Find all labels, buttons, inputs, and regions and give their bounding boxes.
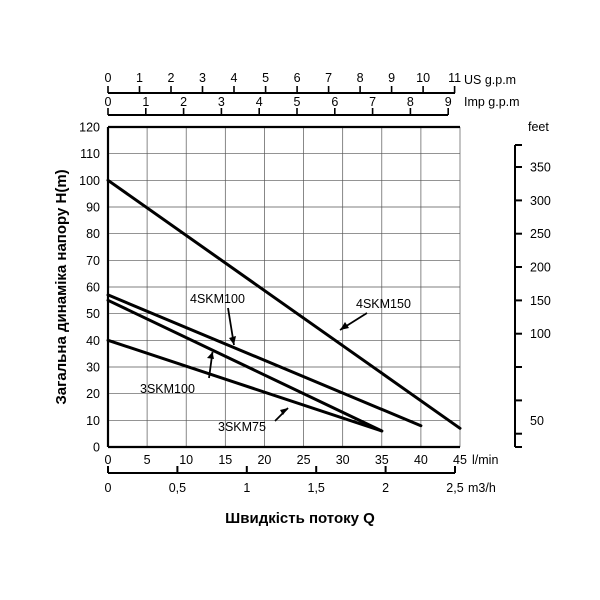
tick-label: 35 — [374, 453, 389, 467]
tick-label: 5 — [262, 71, 270, 85]
tick-label: 1 — [142, 95, 150, 109]
tick-label: 2 — [167, 71, 175, 85]
tick-label: 10 — [416, 71, 431, 85]
tick-label: 200 — [530, 260, 551, 275]
axis-unit-us-gpm: US g.p.m — [464, 73, 517, 87]
axis-unit-m3h: m3/h — [468, 481, 496, 495]
tick-label: 300 — [530, 194, 551, 208]
tick-label: 100 — [79, 173, 100, 188]
tick-label: 0 — [93, 440, 100, 455]
series-label-3skm75: 3SKM75 — [218, 420, 266, 434]
tick-label: 50 — [86, 307, 100, 322]
tick-label: 2 — [382, 481, 390, 495]
tick-label: 250 — [530, 227, 551, 242]
tick-label: 4 — [255, 95, 263, 109]
tick-label: 350 — [530, 160, 551, 175]
series-label-3skm100: 3SKM100 — [140, 382, 195, 396]
tick-label: 11 — [448, 71, 462, 85]
top-axis-ticks — [108, 86, 455, 115]
tick-label: 8 — [356, 71, 364, 85]
tick-label: 120 — [79, 120, 100, 135]
tick-label: 45 — [453, 453, 467, 467]
tick-label: 6 — [331, 95, 339, 109]
top-axis-rails — [108, 93, 455, 115]
tick-label: 0,5 — [168, 481, 187, 495]
tick-label: 30 — [335, 453, 350, 467]
tick-label: 100 — [530, 327, 551, 342]
series-line-3skm100 — [108, 300, 382, 431]
tick-label: 50 — [530, 413, 544, 428]
y-axis-title: Загальна динаміка напору H(m) — [53, 169, 70, 405]
tick-label: 0 — [104, 95, 112, 109]
left-tick-labels — [79, 121, 100, 455]
tick-label: 0 — [104, 453, 112, 467]
series-label-4skm150: 4SKM150 — [356, 297, 411, 311]
top-primary-tick-labels — [105, 71, 517, 87]
right-axis-rail — [515, 145, 522, 447]
tick-label: 5 — [143, 453, 151, 467]
tick-label: 40 — [86, 333, 100, 348]
tick-label: 6 — [293, 71, 301, 85]
right-tick-labels — [528, 120, 551, 428]
tick-label: 3 — [199, 71, 206, 85]
tick-label: 8 — [406, 95, 414, 109]
tick-label: 2,5 — [446, 481, 464, 495]
tick-label: 60 — [86, 280, 100, 295]
tick-label: 20 — [86, 387, 100, 402]
tick-label: 2 — [180, 95, 188, 109]
tick-label: 90 — [86, 200, 100, 215]
tick-label: 10 — [86, 413, 100, 428]
tick-label: 1 — [243, 481, 251, 495]
tick-label: 80 — [86, 227, 100, 242]
tick-label: 40 — [413, 453, 428, 467]
tick-label: 9 — [388, 71, 396, 85]
tick-label: 7 — [369, 95, 377, 109]
tick-label: 3 — [217, 95, 225, 109]
axis-unit-lmin: l/min — [472, 453, 499, 467]
bottom-secondary-tick-labels — [105, 481, 496, 495]
tick-label: 25 — [296, 453, 311, 467]
bottom-primary-tick-labels — [105, 453, 499, 467]
tick-label: 20 — [257, 453, 272, 467]
tick-label: 0 — [104, 71, 112, 85]
tick-label: 10 — [179, 453, 194, 467]
tick-label: 110 — [80, 147, 100, 162]
tick-label: 7 — [325, 71, 333, 85]
tick-label: 1,5 — [307, 481, 325, 495]
tick-label: 0 — [104, 481, 112, 495]
tick-label: 70 — [86, 253, 100, 268]
series-label-4skm100: 4SKM100 — [190, 292, 245, 306]
axis-unit-feet: feet — [528, 120, 549, 134]
tick-label: 9 — [444, 95, 452, 109]
top-secondary-tick-labels — [105, 95, 520, 109]
axis-unit-imp-gpm: Imp g.p.m — [464, 95, 520, 109]
tick-label: 5 — [293, 95, 301, 109]
x-axis-title: Швидкість потоку Q — [225, 510, 375, 527]
tick-label: 30 — [86, 360, 100, 375]
bottom-secondary-rail — [108, 466, 455, 473]
tick-label: 4 — [230, 71, 238, 85]
tick-label: 1 — [136, 71, 143, 85]
tick-label: 150 — [530, 293, 551, 308]
tick-label: 15 — [218, 453, 233, 467]
